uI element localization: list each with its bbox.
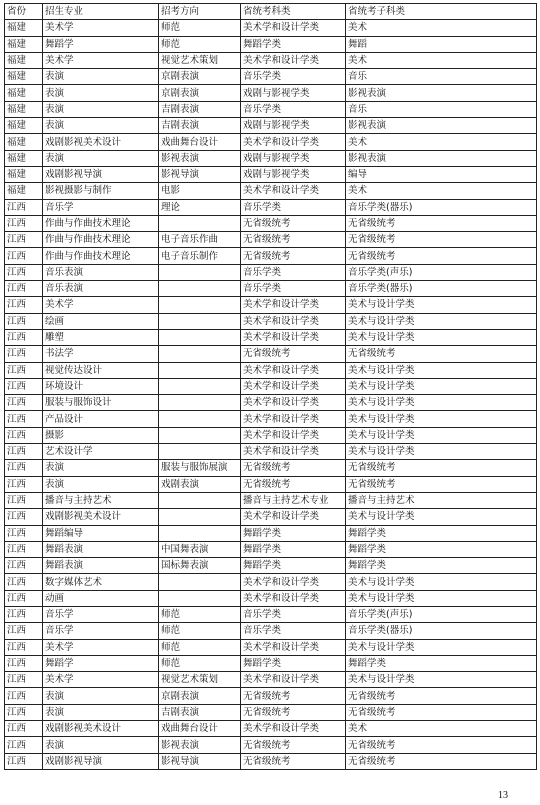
cell-exam-subcategory: 美术 (346, 134, 537, 150)
cell-major: 音乐表演 (43, 264, 159, 280)
cell-direction: 师范 (159, 623, 241, 639)
cell-direction: 师范 (159, 36, 241, 52)
cell-direction: 师范 (159, 606, 241, 622)
cell-major: 表演 (43, 150, 159, 166)
cell-direction (159, 395, 241, 411)
cell-direction: 影视表演 (159, 150, 241, 166)
cell-exam-subcategory: 美术与设计学类 (346, 509, 537, 525)
cell-province: 江西 (5, 721, 43, 737)
cell-major: 美术学 (43, 52, 159, 68)
cell-exam-category: 美术学和设计学类 (241, 444, 346, 460)
cell-direction (159, 427, 241, 443)
cell-province: 江西 (5, 427, 43, 443)
cell-exam-subcategory: 无省级统考 (346, 346, 537, 362)
cell-province: 江西 (5, 574, 43, 590)
cell-exam-category: 舞蹈学类 (241, 655, 346, 671)
cell-province: 福建 (5, 20, 43, 36)
cell-major: 书法学 (43, 346, 159, 362)
cell-exam-category: 美术学和设计学类 (241, 313, 346, 329)
cell-exam-category: 美术学和设计学类 (241, 329, 346, 345)
table-row (5, 395, 537, 411)
cell-exam-category: 无省级统考 (241, 248, 346, 264)
table-row (5, 411, 537, 427)
cell-direction: 电影 (159, 183, 241, 199)
cell-exam-subcategory: 舞蹈学类 (346, 558, 537, 574)
cell-province: 福建 (5, 150, 43, 166)
table-row (5, 281, 537, 297)
cell-exam-subcategory: 美术与设计学类 (346, 297, 537, 313)
cell-province: 江西 (5, 444, 43, 460)
cell-major: 音乐学 (43, 606, 159, 622)
cell-province: 江西 (5, 248, 43, 264)
cell-province: 福建 (5, 85, 43, 101)
cell-province: 江西 (5, 492, 43, 508)
cell-exam-category: 无省级统考 (241, 704, 346, 720)
cell-direction: 视觉艺术策划 (159, 52, 241, 68)
cell-province: 江西 (5, 558, 43, 574)
cell-direction: 国标舞表演 (159, 558, 241, 574)
cell-major: 音乐学 (43, 199, 159, 215)
cell-direction: 吉剧表演 (159, 118, 241, 134)
table-row (5, 134, 537, 150)
cell-major: 作曲与作曲技术理论 (43, 232, 159, 248)
cell-exam-subcategory: 美术与设计学类 (346, 590, 537, 606)
cell-direction (159, 264, 241, 280)
cell-exam-subcategory: 舞蹈学类 (346, 541, 537, 557)
cell-exam-subcategory: 影视表演 (346, 118, 537, 134)
cell-direction (159, 411, 241, 427)
table-row (5, 264, 537, 280)
cell-province: 江西 (5, 395, 43, 411)
cell-exam-category: 美术学和设计学类 (241, 411, 346, 427)
cell-exam-subcategory: 无省级统考 (346, 753, 537, 769)
cell-major: 表演 (43, 737, 159, 753)
cell-direction (159, 215, 241, 231)
cell-exam-category: 美术学和设计学类 (241, 639, 346, 655)
cell-major: 表演 (43, 460, 159, 476)
cell-province: 江西 (5, 476, 43, 492)
table-row (5, 704, 537, 720)
cell-direction: 师范 (159, 20, 241, 36)
cell-direction: 服装与服饰展演 (159, 460, 241, 476)
cell-exam-category: 舞蹈学类 (241, 558, 346, 574)
table-row (5, 541, 537, 557)
cell-province: 江西 (5, 460, 43, 476)
table-row (5, 101, 537, 117)
cell-major: 动画 (43, 590, 159, 606)
cell-exam-subcategory: 美术 (346, 20, 537, 36)
cell-exam-subcategory: 美术与设计学类 (346, 313, 537, 329)
cell-exam-subcategory: 音乐学类(声乐) (346, 264, 537, 280)
cell-major: 表演 (43, 85, 159, 101)
table-row (5, 52, 537, 68)
cell-exam-category: 无省级统考 (241, 232, 346, 248)
cell-major: 表演 (43, 688, 159, 704)
cell-direction: 电子音乐作曲 (159, 232, 241, 248)
cell-direction (159, 281, 241, 297)
cell-exam-subcategory: 美术与设计学类 (346, 378, 537, 394)
cell-exam-subcategory: 美术 (346, 183, 537, 199)
table-row (5, 574, 537, 590)
cell-exam-category: 舞蹈学类 (241, 525, 346, 541)
cell-direction (159, 574, 241, 590)
cell-major: 作曲与作曲技术理论 (43, 215, 159, 231)
cell-exam-subcategory: 音乐学类(器乐) (346, 281, 537, 297)
cell-major: 表演 (43, 704, 159, 720)
table-row (5, 85, 537, 101)
table-row (5, 248, 537, 264)
cell-exam-subcategory: 播音与主持艺术 (346, 492, 537, 508)
table-row (5, 346, 537, 362)
cell-province: 福建 (5, 134, 43, 150)
cell-exam-category: 音乐学类 (241, 606, 346, 622)
cell-exam-category: 音乐学类 (241, 623, 346, 639)
cell-major: 戏剧影视导演 (43, 753, 159, 769)
table-row (5, 688, 537, 704)
table-row (5, 118, 537, 134)
cell-exam-category: 美术学和设计学类 (241, 134, 346, 150)
cell-exam-subcategory: 美术与设计学类 (346, 574, 537, 590)
cell-exam-subcategory: 美术与设计学类 (346, 329, 537, 345)
cell-direction: 戏曲舞台设计 (159, 721, 241, 737)
table-row (5, 672, 537, 688)
cell-exam-subcategory: 无省级统考 (346, 737, 537, 753)
cell-province: 江西 (5, 525, 43, 541)
table-row (5, 492, 537, 508)
cell-exam-category: 舞蹈学类 (241, 541, 346, 557)
cell-exam-category: 无省级统考 (241, 476, 346, 492)
admissions-table (4, 3, 537, 770)
cell-province: 江西 (5, 232, 43, 248)
cell-exam-subcategory: 美术与设计学类 (346, 672, 537, 688)
cell-direction (159, 444, 241, 460)
cell-province: 江西 (5, 688, 43, 704)
header-exam-category: 省统考科类 (241, 4, 346, 20)
cell-major: 艺术设计学 (43, 444, 159, 460)
cell-major: 美术学 (43, 672, 159, 688)
cell-direction: 京剧表演 (159, 85, 241, 101)
cell-direction (159, 509, 241, 525)
cell-exam-category: 无省级统考 (241, 215, 346, 231)
cell-exam-subcategory: 美术 (346, 52, 537, 68)
cell-exam-category: 美术学和设计学类 (241, 395, 346, 411)
table-row (5, 753, 537, 769)
header-province: 省份 (5, 4, 43, 20)
cell-province: 江西 (5, 281, 43, 297)
cell-province: 江西 (5, 590, 43, 606)
table-row (5, 329, 537, 345)
cell-exam-category: 美术学和设计学类 (241, 721, 346, 737)
table-row (5, 183, 537, 199)
cell-exam-subcategory: 无省级统考 (346, 476, 537, 492)
cell-direction: 吉剧表演 (159, 704, 241, 720)
cell-direction: 影视表演 (159, 737, 241, 753)
cell-direction: 理论 (159, 199, 241, 215)
cell-direction (159, 362, 241, 378)
cell-province: 福建 (5, 118, 43, 134)
cell-major: 数字媒体艺术 (43, 574, 159, 590)
cell-major: 表演 (43, 101, 159, 117)
cell-exam-category: 美术学和设计学类 (241, 52, 346, 68)
cell-province: 江西 (5, 264, 43, 280)
cell-exam-category: 美术学和设计学类 (241, 509, 346, 525)
cell-exam-category: 舞蹈学类 (241, 36, 346, 52)
cell-exam-subcategory: 编导 (346, 166, 537, 182)
cell-province: 福建 (5, 69, 43, 85)
cell-province: 江西 (5, 737, 43, 753)
cell-province: 江西 (5, 623, 43, 639)
cell-exam-category: 播音与主持艺术专业 (241, 492, 346, 508)
cell-major: 戏剧影视美术设计 (43, 509, 159, 525)
cell-province: 江西 (5, 672, 43, 688)
cell-direction: 吉剧表演 (159, 101, 241, 117)
table-row (5, 737, 537, 753)
cell-exam-subcategory: 音乐学类(器乐) (346, 623, 537, 639)
cell-direction: 戏剧表演 (159, 476, 241, 492)
cell-exam-subcategory: 音乐 (346, 101, 537, 117)
cell-direction (159, 313, 241, 329)
cell-province: 江西 (5, 297, 43, 313)
cell-exam-category: 无省级统考 (241, 688, 346, 704)
header-direction: 招考方向 (159, 4, 241, 20)
cell-province: 江西 (5, 346, 43, 362)
cell-direction (159, 525, 241, 541)
cell-direction (159, 329, 241, 345)
table-row (5, 655, 537, 671)
cell-exam-subcategory: 无省级统考 (346, 460, 537, 476)
cell-exam-category: 音乐学类 (241, 264, 346, 280)
table-row (5, 721, 537, 737)
cell-province: 江西 (5, 541, 43, 557)
cell-exam-subcategory: 舞蹈学类 (346, 655, 537, 671)
cell-major: 舞蹈表演 (43, 558, 159, 574)
cell-major: 服装与服饰设计 (43, 395, 159, 411)
cell-direction (159, 590, 241, 606)
cell-direction: 京剧表演 (159, 688, 241, 704)
cell-province: 江西 (5, 313, 43, 329)
header-major: 招生专业 (43, 4, 159, 20)
cell-exam-category: 美术学和设计学类 (241, 297, 346, 313)
cell-major: 美术学 (43, 297, 159, 313)
cell-exam-category: 美术学和设计学类 (241, 427, 346, 443)
table-row (5, 313, 537, 329)
table-row (5, 606, 537, 622)
cell-exam-category: 无省级统考 (241, 346, 346, 362)
cell-direction: 影视导演 (159, 753, 241, 769)
cell-exam-category: 美术学和设计学类 (241, 20, 346, 36)
cell-major: 绘画 (43, 313, 159, 329)
cell-major: 戏剧影视美术设计 (43, 134, 159, 150)
cell-province: 江西 (5, 329, 43, 345)
cell-exam-subcategory: 舞蹈 (346, 36, 537, 52)
table-row (5, 362, 537, 378)
cell-exam-subcategory: 舞蹈学类 (346, 525, 537, 541)
cell-exam-subcategory: 无省级统考 (346, 688, 537, 704)
cell-major: 视觉传达设计 (43, 362, 159, 378)
cell-exam-subcategory: 无省级统考 (346, 248, 537, 264)
cell-direction: 京剧表演 (159, 69, 241, 85)
table-row (5, 215, 537, 231)
cell-exam-category: 无省级统考 (241, 737, 346, 753)
cell-exam-category: 美术学和设计学类 (241, 672, 346, 688)
cell-exam-subcategory: 美术与设计学类 (346, 411, 537, 427)
cell-major: 戏剧影视导演 (43, 166, 159, 182)
cell-exam-category: 美术学和设计学类 (241, 362, 346, 378)
table-row (5, 590, 537, 606)
cell-exam-subcategory: 无省级统考 (346, 232, 537, 248)
cell-major: 产品设计 (43, 411, 159, 427)
cell-exam-subcategory: 音乐学类(声乐) (346, 606, 537, 622)
page-number: 13 (498, 790, 508, 801)
cell-direction (159, 346, 241, 362)
cell-province: 福建 (5, 36, 43, 52)
cell-exam-subcategory: 美术 (346, 721, 537, 737)
cell-exam-subcategory: 音乐 (346, 69, 537, 85)
cell-direction: 戏曲舞台设计 (159, 134, 241, 150)
cell-province: 江西 (5, 199, 43, 215)
cell-exam-category: 音乐学类 (241, 101, 346, 117)
table-row (5, 476, 537, 492)
cell-major: 作曲与作曲技术理论 (43, 248, 159, 264)
cell-direction (159, 297, 241, 313)
cell-major: 美术学 (43, 20, 159, 36)
table-row (5, 427, 537, 443)
cell-province: 江西 (5, 215, 43, 231)
cell-exam-subcategory: 美术与设计学类 (346, 444, 537, 460)
table-row (5, 623, 537, 639)
cell-exam-subcategory: 影视表演 (346, 85, 537, 101)
cell-province: 江西 (5, 378, 43, 394)
table-row (5, 150, 537, 166)
table-body (5, 20, 537, 770)
cell-direction: 影视导演 (159, 166, 241, 182)
cell-exam-subcategory: 无省级统考 (346, 704, 537, 720)
table-row (5, 639, 537, 655)
cell-major: 舞蹈编导 (43, 525, 159, 541)
table-row (5, 460, 537, 476)
table-row (5, 525, 537, 541)
table-row (5, 297, 537, 313)
cell-major: 音乐学 (43, 623, 159, 639)
table-row (5, 444, 537, 460)
header-exam-subcategory: 省统考子科类 (346, 4, 537, 20)
table-row (5, 199, 537, 215)
cell-direction: 师范 (159, 655, 241, 671)
table-row (5, 20, 537, 36)
table-row (5, 166, 537, 182)
cell-province: 江西 (5, 704, 43, 720)
cell-major: 舞蹈学 (43, 655, 159, 671)
cell-province: 江西 (5, 639, 43, 655)
cell-major: 影视摄影与制作 (43, 183, 159, 199)
cell-province: 江西 (5, 509, 43, 525)
cell-exam-category: 戏剧与影视学类 (241, 85, 346, 101)
cell-major: 环境设计 (43, 378, 159, 394)
cell-major: 表演 (43, 118, 159, 134)
cell-exam-category: 美术学和设计学类 (241, 378, 346, 394)
cell-exam-category: 无省级统考 (241, 460, 346, 476)
cell-province: 福建 (5, 183, 43, 199)
cell-exam-subcategory: 无省级统考 (346, 215, 537, 231)
cell-major: 表演 (43, 69, 159, 85)
cell-major: 表演 (43, 476, 159, 492)
cell-major: 播音与主持艺术 (43, 492, 159, 508)
cell-province: 福建 (5, 101, 43, 117)
cell-exam-category: 美术学和设计学类 (241, 574, 346, 590)
cell-major: 雕塑 (43, 329, 159, 345)
cell-province: 江西 (5, 753, 43, 769)
cell-exam-category: 音乐学类 (241, 281, 346, 297)
cell-exam-category: 无省级统考 (241, 753, 346, 769)
cell-direction (159, 378, 241, 394)
cell-direction: 电子音乐制作 (159, 248, 241, 264)
cell-exam-category: 戏剧与影视学类 (241, 118, 346, 134)
cell-direction: 视觉艺术策划 (159, 672, 241, 688)
cell-province: 江西 (5, 411, 43, 427)
cell-exam-category: 美术学和设计学类 (241, 590, 346, 606)
cell-exam-subcategory: 美术与设计学类 (346, 639, 537, 655)
cell-direction: 中国舞表演 (159, 541, 241, 557)
cell-province: 福建 (5, 52, 43, 68)
cell-major: 戏剧影视美术设计 (43, 721, 159, 737)
cell-direction: 师范 (159, 639, 241, 655)
cell-province: 福建 (5, 166, 43, 182)
table-row (5, 509, 537, 525)
cell-exam-subcategory: 美术与设计学类 (346, 427, 537, 443)
cell-exam-category: 音乐学类 (241, 199, 346, 215)
cell-province: 江西 (5, 606, 43, 622)
cell-exam-subcategory: 影视表演 (346, 150, 537, 166)
cell-direction (159, 492, 241, 508)
cell-exam-category: 戏剧与影视学类 (241, 166, 346, 182)
cell-exam-subcategory: 美术与设计学类 (346, 395, 537, 411)
cell-exam-category: 戏剧与影视学类 (241, 150, 346, 166)
table-header-row (5, 4, 537, 20)
cell-major: 舞蹈学 (43, 36, 159, 52)
cell-province: 江西 (5, 362, 43, 378)
table-row (5, 69, 537, 85)
table-row (5, 378, 537, 394)
cell-major: 舞蹈表演 (43, 541, 159, 557)
cell-major: 美术学 (43, 639, 159, 655)
cell-exam-category: 美术学和设计学类 (241, 183, 346, 199)
cell-province: 江西 (5, 655, 43, 671)
cell-exam-category: 音乐学类 (241, 69, 346, 85)
table-row (5, 232, 537, 248)
cell-exam-subcategory: 音乐学类(器乐) (346, 199, 537, 215)
cell-exam-subcategory: 美术与设计学类 (346, 362, 537, 378)
table-row (5, 36, 537, 52)
cell-major: 摄影 (43, 427, 159, 443)
cell-major: 音乐表演 (43, 281, 159, 297)
table-row (5, 558, 537, 574)
